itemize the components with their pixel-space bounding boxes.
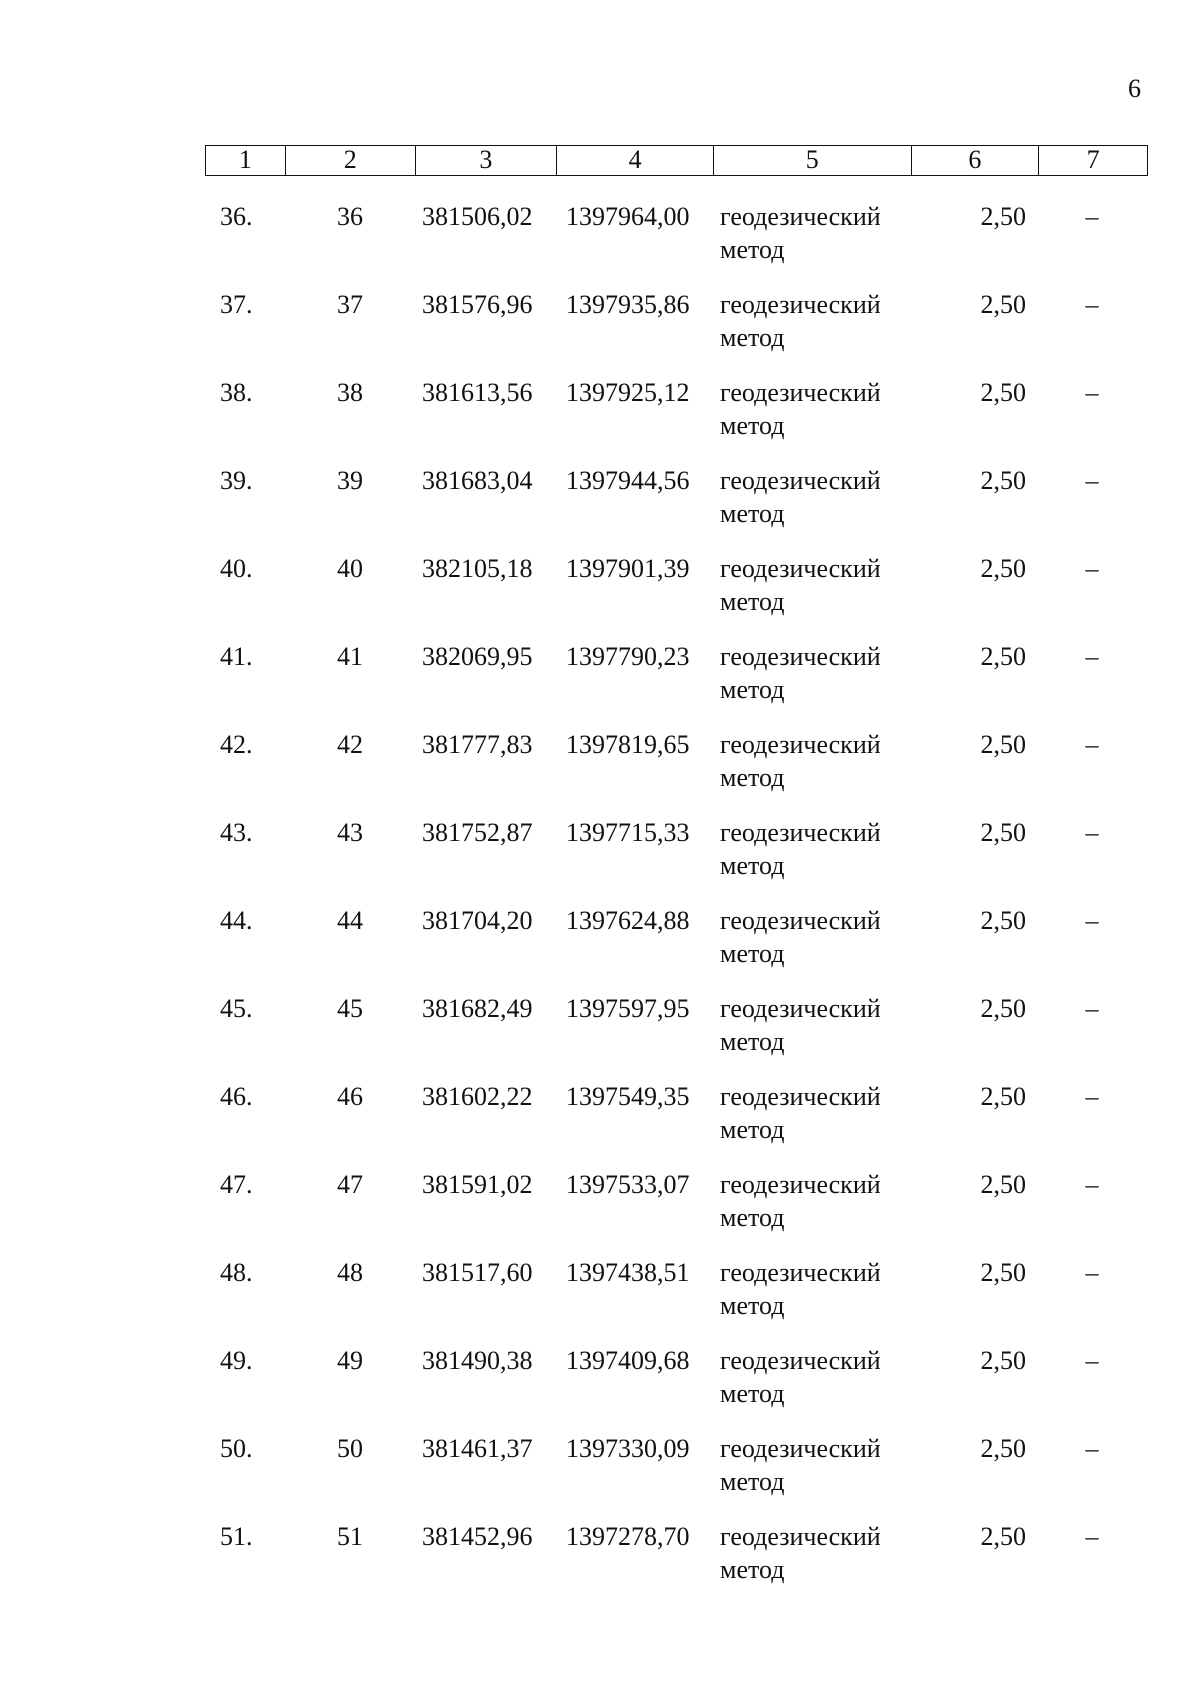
method-cell <box>720 1432 881 1498</box>
method-line-1: геодезический <box>720 906 881 935</box>
coordinate-x: 382069,95 <box>422 642 533 671</box>
note-value: – <box>1085 730 1099 759</box>
table-row <box>0 1168 1200 1248</box>
point-number: 44 <box>337 906 363 935</box>
row-number: 40. <box>220 554 253 583</box>
method-cell <box>720 1168 881 1234</box>
method-line-1: геодезический <box>720 1082 881 1111</box>
coordinate-y: 1397533,07 <box>566 1170 690 1199</box>
method-cell <box>720 552 881 618</box>
header-cell-5: 5 <box>714 146 912 175</box>
accuracy-value: 2,50 <box>980 818 1026 847</box>
accuracy-value: 2,50 <box>980 642 1026 671</box>
method-cell <box>720 992 881 1058</box>
table-row <box>0 728 1200 808</box>
coordinate-x: 381490,38 <box>422 1346 533 1375</box>
accuracy-value: 2,50 <box>980 466 1026 495</box>
method-line-2: метод <box>720 1027 785 1056</box>
accuracy-value: 2,50 <box>980 994 1026 1023</box>
coordinate-y: 1397819,65 <box>566 730 690 759</box>
coordinate-x: 381506,02 <box>422 202 533 231</box>
header-cell-2: 2 <box>286 146 416 175</box>
note-value: – <box>1085 202 1099 231</box>
point-number: 37 <box>337 290 363 319</box>
method-cell <box>720 1256 881 1322</box>
coordinate-x: 381704,20 <box>422 906 533 935</box>
note-value: – <box>1085 1434 1099 1463</box>
point-number: 47 <box>337 1170 363 1199</box>
accuracy-value: 2,50 <box>980 378 1026 407</box>
coordinate-y: 1397715,33 <box>566 818 690 847</box>
row-number: 41. <box>220 642 253 671</box>
method-line-1: геодезический <box>720 554 881 583</box>
accuracy-value: 2,50 <box>980 1082 1026 1111</box>
coordinate-x: 381683,04 <box>422 466 533 495</box>
method-cell <box>720 728 881 794</box>
accuracy-value: 2,50 <box>980 906 1026 935</box>
method-cell <box>720 1344 881 1410</box>
method-line-1: геодезический <box>720 202 881 231</box>
note-value: – <box>1085 994 1099 1023</box>
point-number: 42 <box>337 730 363 759</box>
table-row <box>0 1256 1200 1336</box>
method-cell <box>720 464 881 530</box>
method-line-2: метод <box>720 763 785 792</box>
header-cell-3: 3 <box>416 146 558 175</box>
method-line-2: метод <box>720 1379 785 1408</box>
accuracy-value: 2,50 <box>980 290 1026 319</box>
row-number: 36. <box>220 202 253 231</box>
coordinate-y: 1397964,00 <box>566 202 690 231</box>
row-number: 47. <box>220 1170 253 1199</box>
header-cell-7: 7 <box>1086 145 1100 174</box>
method-line-2: метод <box>720 1203 785 1232</box>
note-value: – <box>1085 642 1099 671</box>
header-cell-4: 4 <box>557 146 714 175</box>
method-line-1: геодезический <box>720 642 881 671</box>
coordinate-x: 381752,87 <box>422 818 533 847</box>
note-value: – <box>1085 1258 1099 1287</box>
coordinate-x: 381777,83 <box>422 730 533 759</box>
note-value: – <box>1085 1082 1099 1111</box>
coordinate-x: 381452,96 <box>422 1522 533 1551</box>
accuracy-value: 2,50 <box>980 202 1026 231</box>
coordinate-x: 381517,60 <box>422 1258 533 1287</box>
method-line-2: метод <box>720 939 785 968</box>
accuracy-value: 2,50 <box>980 1346 1026 1375</box>
method-line-2: метод <box>720 587 785 616</box>
table-row <box>0 1080 1200 1160</box>
accuracy-value: 2,50 <box>980 554 1026 583</box>
table-header <box>205 145 1148 176</box>
method-cell <box>720 640 881 706</box>
row-number: 51. <box>220 1522 253 1551</box>
coordinate-y: 1397278,70 <box>566 1522 690 1551</box>
method-line-1: геодезический <box>720 290 881 319</box>
method-line-1: геодезический <box>720 466 881 495</box>
accuracy-value: 2,50 <box>980 1522 1026 1551</box>
point-number: 36 <box>337 202 363 231</box>
table-row <box>0 1432 1200 1512</box>
table-row <box>0 552 1200 632</box>
row-number: 38. <box>220 378 253 407</box>
point-number: 43 <box>337 818 363 847</box>
table-row <box>0 288 1200 368</box>
row-number: 44. <box>220 906 253 935</box>
method-line-2: метод <box>720 1467 785 1496</box>
note-value: – <box>1085 906 1099 935</box>
method-line-1: геодезический <box>720 1434 881 1463</box>
coordinate-x: 381602,22 <box>422 1082 533 1111</box>
coordinate-y: 1397790,23 <box>566 642 690 671</box>
point-number: 51 <box>337 1522 363 1551</box>
point-number: 46 <box>337 1082 363 1111</box>
coordinate-x: 381576,96 <box>422 290 533 319</box>
note-value: – <box>1085 466 1099 495</box>
accuracy-value: 2,50 <box>980 730 1026 759</box>
method-line-2: метод <box>720 1115 785 1144</box>
method-line-2: метод <box>720 499 785 528</box>
row-number: 48. <box>220 1258 253 1287</box>
method-cell <box>720 1520 881 1586</box>
row-number: 50. <box>220 1434 253 1463</box>
note-value: – <box>1085 290 1099 319</box>
coordinate-x: 381682,49 <box>422 994 533 1023</box>
note-value: – <box>1085 378 1099 407</box>
method-line-1: геодезический <box>720 1170 881 1199</box>
method-cell <box>720 904 881 970</box>
accuracy-value: 2,50 <box>980 1434 1026 1463</box>
method-line-1: геодезический <box>720 1258 881 1287</box>
method-line-2: метод <box>720 1555 785 1584</box>
method-cell <box>720 288 881 354</box>
point-number: 48 <box>337 1258 363 1287</box>
method-line-1: геодезический <box>720 378 881 407</box>
note-value: – <box>1085 554 1099 583</box>
method-line-2: метод <box>720 675 785 704</box>
coordinate-y: 1397944,56 <box>566 466 690 495</box>
row-number: 45. <box>220 994 253 1023</box>
page-number: 6 <box>1128 74 1141 103</box>
accuracy-value: 2,50 <box>980 1258 1026 1287</box>
method-line-2: метод <box>720 1291 785 1320</box>
row-number: 49. <box>220 1346 253 1375</box>
table-row <box>0 464 1200 544</box>
row-number: 42. <box>220 730 253 759</box>
coordinate-y: 1397624,88 <box>566 906 690 935</box>
point-number: 50 <box>337 1434 363 1463</box>
header-cell-1: 1 <box>206 146 286 175</box>
method-line-1: геодезический <box>720 994 881 1023</box>
row-number: 43. <box>220 818 253 847</box>
table-row <box>0 1344 1200 1424</box>
row-number: 39. <box>220 466 253 495</box>
table-row <box>0 200 1200 280</box>
coordinate-x: 381461,37 <box>422 1434 533 1463</box>
coordinate-y: 1397409,68 <box>566 1346 690 1375</box>
row-number: 46. <box>220 1082 253 1111</box>
table-row <box>0 816 1200 896</box>
point-number: 45 <box>337 994 363 1023</box>
header-cell-6: 6 <box>912 146 1040 175</box>
method-cell <box>720 376 881 442</box>
coordinate-x: 382105,18 <box>422 554 533 583</box>
method-cell <box>720 816 881 882</box>
note-value: – <box>1085 818 1099 847</box>
method-line-2: метод <box>720 411 785 440</box>
method-line-2: метод <box>720 235 785 264</box>
note-value: – <box>1085 1522 1099 1551</box>
note-value: – <box>1085 1170 1099 1199</box>
note-value: – <box>1085 1346 1099 1375</box>
method-line-1: геодезический <box>720 1522 881 1551</box>
table-row <box>0 904 1200 984</box>
point-number: 40 <box>337 554 363 583</box>
table-row <box>0 640 1200 720</box>
method-cell <box>720 1080 881 1146</box>
coordinate-y: 1397901,39 <box>566 554 690 583</box>
row-number: 37. <box>220 290 253 319</box>
method-line-2: метод <box>720 851 785 880</box>
point-number: 41 <box>337 642 363 671</box>
coordinate-y: 1397330,09 <box>566 1434 690 1463</box>
method-line-1: геодезический <box>720 1346 881 1375</box>
coordinate-y: 1397549,35 <box>566 1082 690 1111</box>
table-row <box>0 376 1200 456</box>
coordinate-y: 1397925,12 <box>566 378 690 407</box>
point-number: 38 <box>337 378 363 407</box>
method-line-1: геодезический <box>720 730 881 759</box>
coordinate-y: 1397935,86 <box>566 290 690 319</box>
accuracy-value: 2,50 <box>980 1170 1026 1199</box>
point-number: 39 <box>337 466 363 495</box>
coordinate-x: 381591,02 <box>422 1170 533 1199</box>
method-line-2: метод <box>720 323 785 352</box>
coordinate-y: 1397438,51 <box>566 1258 690 1287</box>
table-row <box>0 1520 1200 1600</box>
coordinate-x: 381613,56 <box>422 378 533 407</box>
point-number: 49 <box>337 1346 363 1375</box>
coordinate-y: 1397597,95 <box>566 994 690 1023</box>
method-line-1: геодезический <box>720 818 881 847</box>
method-cell <box>720 200 881 266</box>
table-row <box>0 992 1200 1072</box>
